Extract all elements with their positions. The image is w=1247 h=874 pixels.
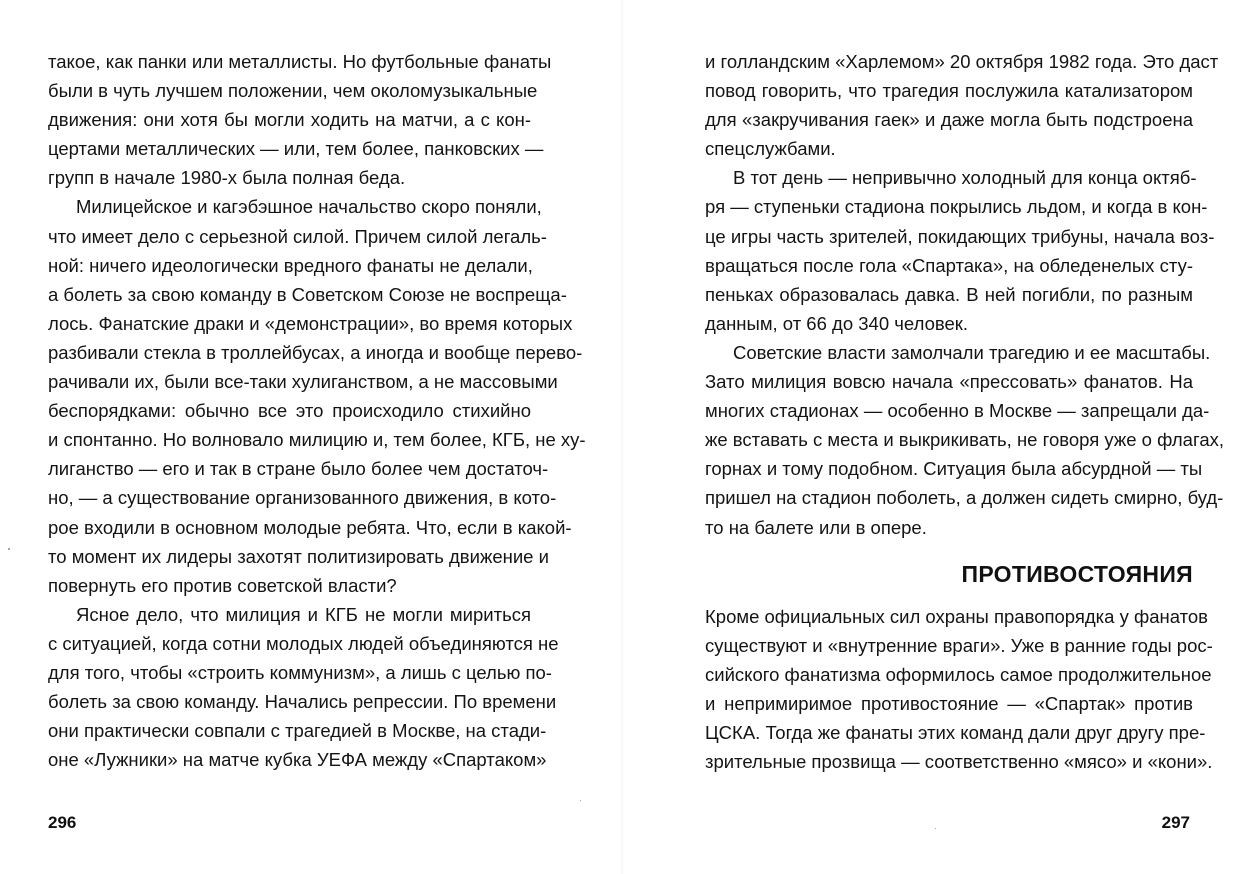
page-number: 297	[1161, 813, 1190, 832]
text-line: оне «Лужники» на матче кубка УЕФА между «Спартаком»	[48, 749, 547, 771]
section-heading: ПРОТИВОСТОЯНИЯ	[961, 561, 1193, 587]
text-line: горнах и тому подобном. Ситуация была абсурдной — ты	[705, 458, 1203, 480]
text-line: то на балете или в опере.	[705, 516, 927, 538]
text-line: рое входили в основном молодые ребята. Что, если в какой-	[48, 516, 572, 538]
text-line: но, — а существование организованного движения, в кото-	[48, 487, 557, 509]
text-line: Милицейское и кагэбэшное начальство скоро поняли,	[76, 196, 542, 218]
left-page	[0, 0, 623, 874]
left-page-body	[48, 47, 586, 774]
text-line: такое, как панки или металлисты. Но футбольные фанаты	[48, 51, 552, 72]
text-line: ЦСКА. Тогда же фанаты этих команд дали друг другу пре-	[705, 722, 1206, 744]
text-line: В тот день — непривычно холодный для конца октяб-	[733, 167, 1197, 189]
text-line: пеньках образовалась давка. В ней погибли, по разным	[705, 283, 1193, 305]
text-line: с ситуацией, когда сотни молодых людей объединяются не	[48, 632, 559, 654]
text-line: а болеть за свою команду в Советском Союзе не воспреща-	[48, 283, 567, 305]
text-line: Ясное дело, что милиция и КГБ не могли мириться	[76, 603, 531, 625]
text-line: для «закручивания гаек» и даже могла быть подстроена	[705, 109, 1193, 131]
right-page-body-continued	[705, 602, 1213, 777]
text-line: ря — ступеньки стадиона покрылись льдом, и когда в кон-	[705, 196, 1208, 218]
text-line: болеть за свою команду. Начались репрессии. По времени	[48, 691, 557, 713]
text-line: повод говорить, что трагедия послужила катализатором	[705, 80, 1193, 102]
text-line: и спонтанно. Но волновало милицию и, тем более, КГБ, не ху-	[48, 429, 586, 451]
right-page	[623, 0, 1247, 874]
text-line: ной: ничего идеологически вредного фанаты не делали,	[48, 254, 533, 276]
text-line: многих стадионах — особенно в Москве — запрещали да-	[705, 400, 1210, 422]
text-line: что имеет дело с серьезной силой. Причем силой легаль-	[48, 225, 547, 247]
text-line: рачивали их, были все-таки хулиганством, а не массовыми	[48, 371, 558, 393]
text-line: и голландским «Харлемом» 20 октября 1982 года. Это даст	[705, 51, 1219, 72]
text-line: пришел на стадион поболеть, а должен сидеть смирно, буд-	[705, 487, 1224, 509]
text-line: Советские власти замолчали трагедию и ее масштабы.	[733, 341, 1211, 363]
text-line: движения: они хотя бы могли ходить на матчи, а с кон-	[48, 109, 531, 131]
text-line: беспорядками: обычно все это происходило стихийно	[48, 400, 531, 422]
text-line: Кроме официальных сил охраны правопорядка у фанатов	[705, 606, 1208, 627]
text-line: существуют и «внутренние враги». Уже в ранние годы рос-	[705, 635, 1213, 657]
text-line: для того, чтобы «строить коммунизм», а лишь с целью по-	[48, 661, 552, 683]
text-line: разбивали стекла в троллейбусах, а иногда и вообще перево-	[48, 341, 583, 363]
text-line: то момент их лидеры захотят политизировать движение и	[48, 545, 549, 567]
text-line: це игры часть зрителей, покидающих трибуны, начала воз-	[705, 225, 1215, 247]
text-line: повернуть его против советской власти?	[48, 574, 397, 596]
text-line: данным, от 66 до 340 человек.	[705, 312, 969, 334]
text-line: зрительные прозвища — соответственно «мясо» и «кони».	[705, 751, 1213, 773]
page-number: 296	[48, 813, 77, 832]
text-line: были в чуть лучшем положении, чем околомузыкальные	[48, 80, 538, 102]
text-line: лиганство — его и так в стране было более чем достаточ-	[48, 458, 549, 480]
text-line: лось. Фанатские драки и «демонстрации», во время которых	[48, 312, 573, 334]
text-line: цертами металлических — или, тем более, панковских —	[48, 138, 544, 160]
text-line: они практически совпали с трагедией в Москве, на стади-	[48, 720, 547, 742]
text-line: же вставать с места и выкрикивать, не говоря уже о флагах,	[705, 429, 1224, 451]
text-line: Зато милиция вовсю начала «прессовать» фанатов. На	[705, 371, 1193, 393]
text-line: вращаться после гола «Спартака», на обледенелых сту-	[705, 254, 1193, 276]
right-page-body	[705, 47, 1224, 542]
text-line: и непримиримое противостояние — «Спартак» против	[705, 693, 1193, 715]
text-line: сийского фанатизма оформилось самое продолжительное	[705, 664, 1212, 686]
text-line: групп в начале 1980-х была полная беда.	[48, 167, 406, 189]
text-line: спецслужбами.	[705, 138, 836, 160]
